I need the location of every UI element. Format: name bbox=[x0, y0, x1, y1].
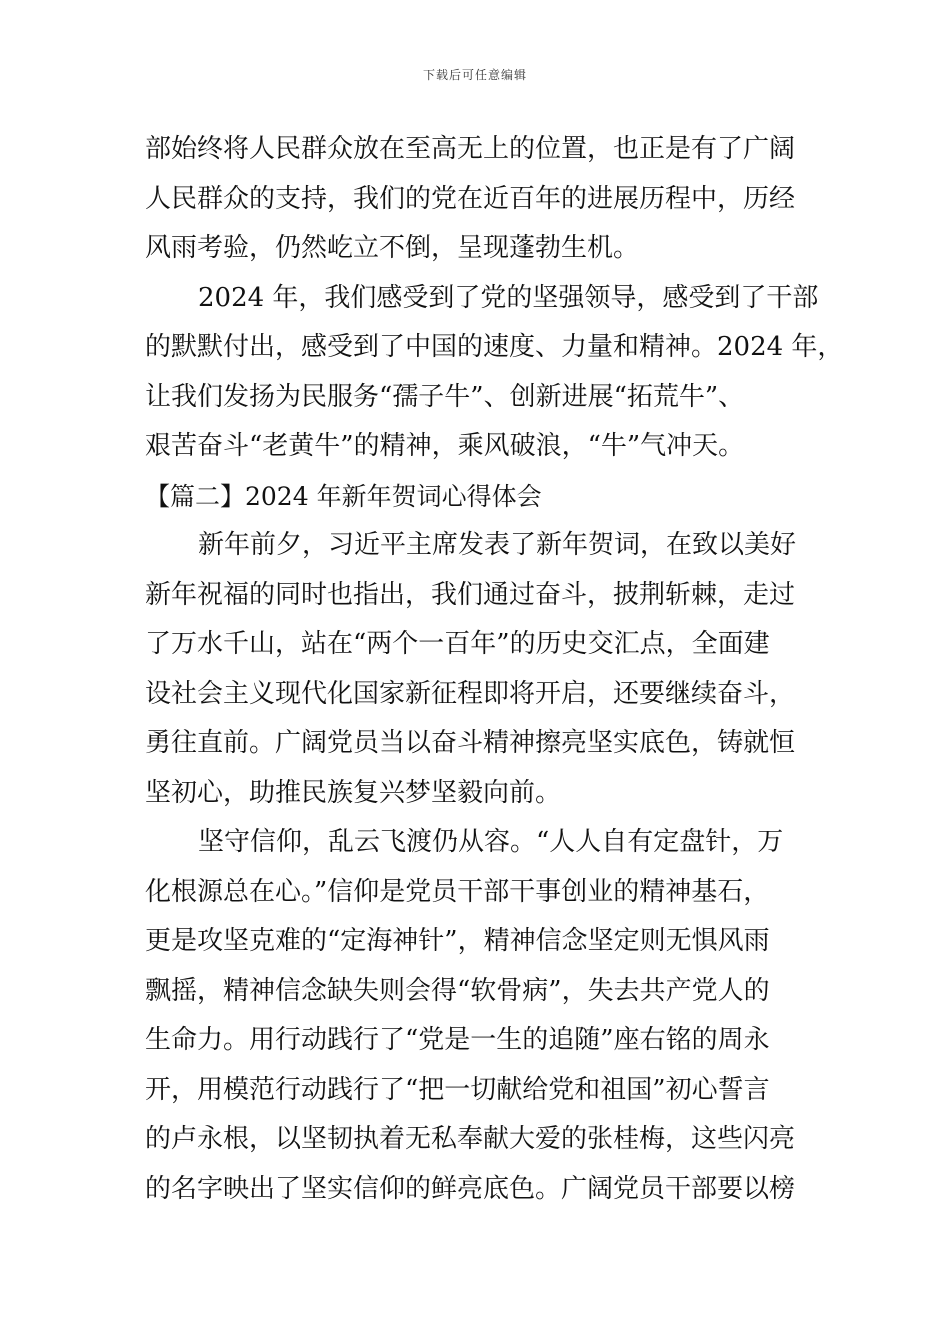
text-line: 让我们发扬为民服务“孺子牛”、创新进展“拓荒牛”、 bbox=[145, 381, 745, 412]
download-note: 下载后可任意编辑 bbox=[422, 68, 527, 82]
text-line: 艰苦奋斗“老黄牛”的精神，乘风破浪，“牛”气冲天。 bbox=[145, 431, 745, 461]
text-line: 部始终将人民群众放在至高无上的位置，也正是有了广阔 bbox=[145, 134, 796, 164]
text-line: 开，用模范行动践行了“把一切献给党和祖国”初心誓言 bbox=[145, 1074, 770, 1105]
text-line: 生命力。用行动践行了“党是一生的追随”座右铭的周永 bbox=[145, 1025, 770, 1055]
paragraph-first-line: 2024 年，我们感受到了党的坚强领导，感受到了干部 bbox=[198, 282, 819, 313]
text-line: 人民群众的支持，我们的党在近百年的进展历程中，历经 bbox=[145, 183, 796, 214]
text-line: 勇往直前。广阔党员当以奋斗精神擦亮坚实底色，铸就恒 bbox=[145, 728, 796, 758]
text-line: 设社会主义现代化国家新征程即将开启，还要继续奋斗， bbox=[145, 678, 796, 709]
text-line: 新年祝福的同时也指出，我们通过奋斗，披荆斩棘，走过 bbox=[145, 579, 796, 610]
text-line: 的默默付出，感受到了中国的速度、力量和精神。2024 年， bbox=[145, 332, 844, 362]
text-line: 飘摇，精神信念缺失则会得“软骨病”，失去共产党人的 bbox=[145, 975, 770, 1006]
document-body bbox=[145, 125, 844, 1214]
text-line: 化根源总在心。”信仰是党员干部干事创业的精神基石， bbox=[145, 876, 770, 907]
text-line: 了万水千山，站在“两个一百年”的历史交汇点，全面建 bbox=[145, 629, 770, 659]
text-line: 的卢永根，以坚韧执着无私奉献大爱的张桂梅，这些闪亮 bbox=[145, 1124, 796, 1154]
paragraph-first-line: 新年前夕，习近平主席发表了新年贺词，在致以美好 bbox=[198, 530, 797, 560]
paragraph-first-line: 坚守信仰，乱云飞渡仍从容。“人人自有定盘针，万 bbox=[198, 827, 784, 857]
text-line: 风雨考验，仍然屹立不倒，呈现蓬勃生机。 bbox=[145, 233, 640, 263]
text-line: 坚初心，助推民族复兴梦坚毅向前。 bbox=[145, 777, 562, 808]
text-line: 的名字映出了坚实信仰的鲜亮底色。广阔党员干部要以榜 bbox=[145, 1173, 796, 1204]
text-line: 更是攻坚克难的“定海神针”，精神信念坚定则无惧风雨 bbox=[145, 926, 770, 956]
section-heading: 【篇二】2024 年新年贺词心得体会 bbox=[145, 481, 542, 511]
